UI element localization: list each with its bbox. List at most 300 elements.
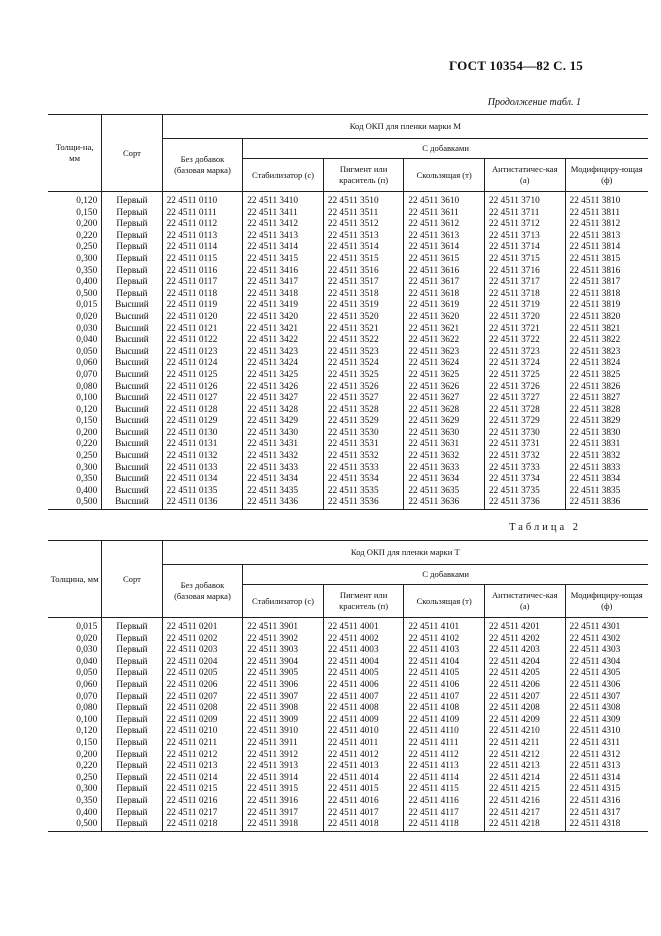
table-row <box>48 692 648 704</box>
table-row <box>48 300 648 312</box>
thickness-cell: 0,030 <box>76 323 98 334</box>
table-row <box>48 335 648 347</box>
thickness-cell: 0,300 <box>76 253 98 264</box>
code-slip-cell: 22 4511 4101 <box>404 618 485 634</box>
table-row <box>48 715 648 727</box>
table-row <box>48 645 648 657</box>
code-slip-cell: 22 4511 3626 <box>404 382 485 394</box>
code-stabilizer-cell: 22 4511 3424 <box>243 358 324 370</box>
code-slip-cell: 22 4511 3630 <box>404 428 485 440</box>
code-pigment-cell: 22 4511 3523 <box>323 347 404 359</box>
table-row <box>48 231 648 243</box>
code-base-cell: 22 4511 0203 <box>162 645 243 657</box>
thickness-cell: 0,040 <box>76 656 98 667</box>
code-pigment-cell: 22 4511 3519 <box>323 300 404 312</box>
code-pigment-cell: 22 4511 3531 <box>323 439 404 451</box>
code-pigment-cell: 22 4511 3536 <box>323 497 404 509</box>
code-modifier-cell: 22 4511 4311 <box>565 738 648 750</box>
table-row <box>48 439 648 451</box>
code-modifier-cell: 22 4511 3836 <box>565 497 648 509</box>
code-base-cell: 22 4511 0113 <box>162 231 243 243</box>
code-base-cell: 22 4511 0211 <box>162 738 243 750</box>
code-stabilizer-cell: 22 4511 3436 <box>243 497 324 509</box>
code-modifier-cell: 22 4511 4307 <box>565 692 648 704</box>
code-base-cell: 22 4511 0131 <box>162 439 243 451</box>
code-stabilizer-cell: 22 4511 3430 <box>243 428 324 440</box>
code-antistatic-cell: 22 4511 4203 <box>484 645 565 657</box>
code-base-cell: 22 4511 0114 <box>162 242 243 254</box>
code-modifier-cell: 22 4511 3835 <box>565 486 648 498</box>
code-stabilizer-cell: 22 4511 3420 <box>243 312 324 324</box>
thickness-cell: 0,220 <box>76 761 98 772</box>
col-pigment-header: Пигмент или краситель (п) <box>323 585 404 618</box>
thickness-cell: 0,120 <box>76 726 98 737</box>
grade-cell: Первый <box>102 726 162 738</box>
code-modifier-cell: 22 4511 3827 <box>565 393 648 405</box>
thickness-cell: 0,080 <box>76 703 98 714</box>
code-pigment-cell: 22 4511 4004 <box>323 657 404 669</box>
table-row <box>48 358 648 370</box>
code-antistatic-cell: 22 4511 4201 <box>484 618 565 634</box>
code-pigment-cell: 22 4511 3526 <box>323 382 404 394</box>
grade-cell: Высший <box>102 463 162 475</box>
table-row <box>48 486 648 498</box>
table-row <box>48 726 648 738</box>
code-pigment-cell: 22 4511 4012 <box>323 750 404 762</box>
code-base-cell: 22 4511 0132 <box>162 451 243 463</box>
thickness-cell: 0,150 <box>76 737 98 748</box>
code-base-cell: 22 4511 0118 <box>162 289 243 301</box>
code-slip-cell: 22 4511 4114 <box>404 773 485 785</box>
grade-cell: Первый <box>102 819 162 831</box>
code-modifier-cell: 22 4511 4304 <box>565 657 648 669</box>
code-slip-cell: 22 4511 3633 <box>404 463 485 475</box>
code-modifier-cell: 22 4511 3814 <box>565 242 648 254</box>
code-pigment-cell: 22 4511 3510 <box>323 192 404 208</box>
table-row <box>48 277 648 289</box>
code-antistatic-cell: 22 4511 4214 <box>484 773 565 785</box>
thickness-cell: 0,100 <box>76 393 98 404</box>
thickness-cell: 0,070 <box>76 369 98 380</box>
code-stabilizer-cell: 22 4511 3434 <box>243 474 324 486</box>
okp-table-1 <box>48 114 648 510</box>
col-stabilizer-header: Стабилизатор (с) <box>243 159 324 192</box>
code-pigment-cell: 22 4511 4008 <box>323 703 404 715</box>
code-pigment-cell: 22 4511 3533 <box>323 463 404 475</box>
code-stabilizer-cell: 22 4511 3913 <box>243 761 324 773</box>
thickness-cell: 0,150 <box>76 416 98 427</box>
code-slip-cell: 22 4511 4106 <box>404 680 485 692</box>
thickness-cell: 0,300 <box>76 462 98 473</box>
table-row <box>48 668 648 680</box>
code-pigment-cell: 22 4511 4009 <box>323 715 404 727</box>
code-antistatic-cell: 22 4511 4216 <box>484 796 565 808</box>
table-row <box>48 657 648 669</box>
code-pigment-cell: 22 4511 3520 <box>323 312 404 324</box>
code-modifier-cell: 22 4511 3828 <box>565 405 648 417</box>
col-no-additives-header: Без добавок (базовая марка) <box>162 139 243 192</box>
code-base-cell: 22 4511 0204 <box>162 657 243 669</box>
code-pigment-cell: 22 4511 3522 <box>323 335 404 347</box>
code-modifier-cell: 22 4511 4308 <box>565 703 648 715</box>
code-base-cell: 22 4511 0124 <box>162 358 243 370</box>
code-modifier-cell: 22 4511 3825 <box>565 370 648 382</box>
code-slip-cell: 22 4511 4115 <box>404 784 485 796</box>
code-base-cell: 22 4511 0126 <box>162 382 243 394</box>
grade-cell: Первый <box>102 657 162 669</box>
col-no-additives-header: Без добавок (базовая марка) <box>162 565 243 618</box>
grade-cell: Первый <box>102 761 162 773</box>
code-slip-cell: 22 4511 3611 <box>404 208 485 220</box>
code-base-cell: 22 4511 0216 <box>162 796 243 808</box>
thickness-cell: 0,250 <box>76 451 98 462</box>
col-modifier-header: Модифициру-ющая (ф) <box>565 585 648 618</box>
grade-cell: Высший <box>102 312 162 324</box>
table-row <box>48 370 648 382</box>
code-base-cell: 22 4511 0123 <box>162 347 243 359</box>
code-base-cell: 22 4511 0130 <box>162 428 243 440</box>
col-pigment-header: Пигмент или краситель (п) <box>323 159 404 192</box>
code-antistatic-cell: 22 4511 4205 <box>484 668 565 680</box>
code-modifier-cell: 22 4511 3832 <box>565 451 648 463</box>
table-row <box>48 819 648 831</box>
code-antistatic-cell: 22 4511 3727 <box>484 393 565 405</box>
thickness-cell: 0,200 <box>76 219 98 230</box>
code-modifier-cell: 22 4511 3819 <box>565 300 648 312</box>
grade-cell: Первый <box>102 680 162 692</box>
grade-cell: Первый <box>102 634 162 646</box>
code-modifier-cell: 22 4511 3822 <box>565 335 648 347</box>
code-pigment-cell: 22 4511 3517 <box>323 277 404 289</box>
table-row <box>48 738 648 750</box>
thickness-cell: 0,200 <box>76 427 98 438</box>
code-base-cell: 22 4511 0214 <box>162 773 243 785</box>
col-stabilizer-header: Стабилизатор (с) <box>243 585 324 618</box>
table-row <box>48 219 648 231</box>
code-stabilizer-cell: 22 4511 3916 <box>243 796 324 808</box>
code-modifier-cell: 22 4511 3821 <box>565 324 648 336</box>
grade-cell: Первый <box>102 715 162 727</box>
code-modifier-cell: 22 4511 4303 <box>565 645 648 657</box>
code-stabilizer-cell: 22 4511 3907 <box>243 692 324 704</box>
code-antistatic-cell: 22 4511 3734 <box>484 474 565 486</box>
code-antistatic-cell: 22 4511 3714 <box>484 242 565 254</box>
code-pigment-cell: 22 4511 3513 <box>323 231 404 243</box>
code-antistatic-cell: 22 4511 4210 <box>484 726 565 738</box>
code-pigment-cell: 22 4511 3512 <box>323 219 404 231</box>
code-slip-cell: 22 4511 3636 <box>404 497 485 509</box>
grade-cell: Первый <box>102 808 162 820</box>
code-modifier-cell: 22 4511 3824 <box>565 358 648 370</box>
code-antistatic-cell: 22 4511 3726 <box>484 382 565 394</box>
code-modifier-cell: 22 4511 4315 <box>565 784 648 796</box>
code-antistatic-cell: 22 4511 4207 <box>484 692 565 704</box>
thickness-cell: 0,200 <box>76 749 98 760</box>
code-stabilizer-cell: 22 4511 3428 <box>243 405 324 417</box>
code-base-cell: 22 4511 0218 <box>162 819 243 831</box>
table-row <box>48 242 648 254</box>
code-base-cell: 22 4511 0205 <box>162 668 243 680</box>
code-pigment-cell: 22 4511 4007 <box>323 692 404 704</box>
table-2-label: Таблица 2 <box>509 522 581 533</box>
code-pigment-cell: 22 4511 3530 <box>323 428 404 440</box>
code-slip-cell: 22 4511 4107 <box>404 692 485 704</box>
code-base-cell: 22 4511 0112 <box>162 219 243 231</box>
code-slip-cell: 22 4511 3617 <box>404 277 485 289</box>
code-stabilizer-cell: 22 4511 3410 <box>243 192 324 208</box>
code-base-cell: 22 4511 0136 <box>162 497 243 509</box>
col-slip-header: Скользящая (т) <box>404 585 485 618</box>
code-pigment-cell: 22 4511 3527 <box>323 393 404 405</box>
code-pigment-cell: 22 4511 3534 <box>323 474 404 486</box>
code-antistatic-cell: 22 4511 3719 <box>484 300 565 312</box>
code-modifier-cell: 22 4511 4301 <box>565 618 648 634</box>
code-slip-cell: 22 4511 3614 <box>404 242 485 254</box>
code-pigment-cell: 22 4511 4010 <box>323 726 404 738</box>
code-pigment-cell: 22 4511 3529 <box>323 416 404 428</box>
grade-cell: Первый <box>102 773 162 785</box>
code-slip-cell: 22 4511 4113 <box>404 761 485 773</box>
code-base-cell: 22 4511 0111 <box>162 208 243 220</box>
code-modifier-cell: 22 4511 4316 <box>565 796 648 808</box>
code-pigment-cell: 22 4511 3532 <box>323 451 404 463</box>
code-slip-cell: 22 4511 4108 <box>404 703 485 715</box>
code-antistatic-cell: 22 4511 4215 <box>484 784 565 796</box>
table-row <box>48 451 648 463</box>
code-slip-cell: 22 4511 3635 <box>404 486 485 498</box>
thickness-cell: 0,500 <box>48 819 102 831</box>
code-base-cell: 22 4511 0206 <box>162 680 243 692</box>
code-antistatic-cell: 22 4511 3725 <box>484 370 565 382</box>
grade-cell: Первый <box>102 289 162 301</box>
code-antistatic-cell: 22 4511 4218 <box>484 819 565 831</box>
code-pigment-cell: 22 4511 4011 <box>323 738 404 750</box>
code-stabilizer-cell: 22 4511 3429 <box>243 416 324 428</box>
code-modifier-cell: 22 4511 3810 <box>565 192 648 208</box>
table-row <box>48 192 648 208</box>
code-modifier-cell: 22 4511 3817 <box>565 277 648 289</box>
code-antistatic-cell: 22 4511 3729 <box>484 416 565 428</box>
code-slip-cell: 22 4511 3625 <box>404 370 485 382</box>
code-stabilizer-cell: 22 4511 3914 <box>243 773 324 785</box>
code-slip-cell: 22 4511 3613 <box>404 231 485 243</box>
code-stabilizer-cell: 22 4511 3431 <box>243 439 324 451</box>
code-pigment-cell: 22 4511 3511 <box>323 208 404 220</box>
code-base-cell: 22 4511 0210 <box>162 726 243 738</box>
code-slip-cell: 22 4511 3618 <box>404 289 485 301</box>
code-modifier-cell: 22 4511 3818 <box>565 289 648 301</box>
table-row <box>48 254 648 266</box>
col-antistatic-header: Антистатичес-кая (а) <box>484 585 565 618</box>
code-slip-cell: 22 4511 3615 <box>404 254 485 266</box>
code-antistatic-cell: 22 4511 3733 <box>484 463 565 475</box>
col-modifier-header: Модифициру-ющая (ф) <box>565 159 648 192</box>
okp-code-group-header: Код ОКП для пленки марки М <box>162 115 648 139</box>
grade-cell: Высший <box>102 474 162 486</box>
code-modifier-cell: 22 4511 4317 <box>565 808 648 820</box>
code-stabilizer-cell: 22 4511 3906 <box>243 680 324 692</box>
thickness-cell: 0,060 <box>76 679 98 690</box>
grade-cell: Первый <box>102 796 162 808</box>
code-slip-cell: 22 4511 3620 <box>404 312 485 324</box>
code-base-cell: 22 4511 0213 <box>162 761 243 773</box>
code-antistatic-cell: 22 4511 4204 <box>484 657 565 669</box>
code-base-cell: 22 4511 0209 <box>162 715 243 727</box>
thickness-cell: 0,400 <box>76 485 98 496</box>
code-pigment-cell: 22 4511 4003 <box>323 645 404 657</box>
code-base-cell: 22 4511 0135 <box>162 486 243 498</box>
code-slip-cell: 22 4511 4109 <box>404 715 485 727</box>
table-row <box>48 784 648 796</box>
grade-cell: Высший <box>102 370 162 382</box>
grade-cell: Высший <box>102 347 162 359</box>
code-modifier-cell: 22 4511 3820 <box>565 312 648 324</box>
grade-cell: Первый <box>102 266 162 278</box>
code-modifier-cell: 22 4511 3830 <box>565 428 648 440</box>
code-stabilizer-cell: 22 4511 3910 <box>243 726 324 738</box>
code-antistatic-cell: 22 4511 3713 <box>484 231 565 243</box>
thickness-cell: 0,150 <box>76 207 98 218</box>
col-grade-header: Сорт <box>102 115 162 192</box>
thickness-cell: 0,040 <box>76 335 98 346</box>
code-modifier-cell: 22 4511 4314 <box>565 773 648 785</box>
code-pigment-cell: 22 4511 3516 <box>323 266 404 278</box>
thickness-cell: 0,300 <box>76 784 98 795</box>
code-stabilizer-cell: 22 4511 3414 <box>243 242 324 254</box>
code-slip-cell: 22 4511 3622 <box>404 335 485 347</box>
code-antistatic-cell: 22 4511 3717 <box>484 277 565 289</box>
code-base-cell: 22 4511 0212 <box>162 750 243 762</box>
code-antistatic-cell: 22 4511 3722 <box>484 335 565 347</box>
grade-cell: Первый <box>102 784 162 796</box>
thickness-cell: 0,070 <box>76 691 98 702</box>
grade-cell: Высший <box>102 416 162 428</box>
code-stabilizer-cell: 22 4511 3918 <box>243 819 324 831</box>
code-slip-cell: 22 4511 4117 <box>404 808 485 820</box>
thickness-cell: 0,015 <box>76 622 98 632</box>
code-base-cell: 22 4511 0119 <box>162 300 243 312</box>
table-row <box>48 773 648 785</box>
code-modifier-cell: 22 4511 4305 <box>565 668 648 680</box>
table-row <box>48 497 648 509</box>
grade-cell: Высший <box>102 335 162 347</box>
code-antistatic-cell: 22 4511 3720 <box>484 312 565 324</box>
code-stabilizer-cell: 22 4511 3912 <box>243 750 324 762</box>
code-stabilizer-cell: 22 4511 3423 <box>243 347 324 359</box>
grade-cell: Первый <box>102 645 162 657</box>
thickness-cell: 0,120 <box>76 404 98 415</box>
grade-cell: Высший <box>102 393 162 405</box>
code-stabilizer-cell: 22 4511 3416 <box>243 266 324 278</box>
code-modifier-cell: 22 4511 3826 <box>565 382 648 394</box>
code-slip-cell: 22 4511 3629 <box>404 416 485 428</box>
code-stabilizer-cell: 22 4511 3909 <box>243 715 324 727</box>
grade-cell: Высший <box>102 451 162 463</box>
code-base-cell: 22 4511 0133 <box>162 463 243 475</box>
with-additives-header: С добавками <box>243 565 648 585</box>
code-stabilizer-cell: 22 4511 3901 <box>243 618 324 634</box>
table-row <box>48 324 648 336</box>
code-pigment-cell: 22 4511 3514 <box>323 242 404 254</box>
code-stabilizer-cell: 22 4511 3425 <box>243 370 324 382</box>
code-slip-cell: 22 4511 4116 <box>404 796 485 808</box>
code-stabilizer-cell: 22 4511 3418 <box>243 289 324 301</box>
code-modifier-cell: 22 4511 3813 <box>565 231 648 243</box>
grade-cell: Высший <box>102 358 162 370</box>
table-row <box>48 428 648 440</box>
code-antistatic-cell: 22 4511 3730 <box>484 428 565 440</box>
code-stabilizer-cell: 22 4511 3427 <box>243 393 324 405</box>
code-antistatic-cell: 22 4511 4217 <box>484 808 565 820</box>
code-antistatic-cell: 22 4511 4209 <box>484 715 565 727</box>
code-pigment-cell: 22 4511 4015 <box>323 784 404 796</box>
code-pigment-cell: 22 4511 4002 <box>323 634 404 646</box>
code-modifier-cell: 22 4511 3812 <box>565 219 648 231</box>
table-row <box>48 416 648 428</box>
code-base-cell: 22 4511 0120 <box>162 312 243 324</box>
code-antistatic-cell: 22 4511 3732 <box>484 451 565 463</box>
thickness-cell: 0,050 <box>76 668 98 679</box>
grade-cell: Первый <box>102 219 162 231</box>
code-base-cell: 22 4511 0215 <box>162 784 243 796</box>
code-antistatic-cell: 22 4511 3716 <box>484 266 565 278</box>
thickness-cell: 0,015 <box>76 300 98 311</box>
code-stabilizer-cell: 22 4511 3419 <box>243 300 324 312</box>
code-stabilizer-cell: 22 4511 3426 <box>243 382 324 394</box>
grade-cell: Первый <box>102 277 162 289</box>
code-antistatic-cell: 22 4511 3718 <box>484 289 565 301</box>
code-base-cell: 22 4511 0208 <box>162 703 243 715</box>
code-antistatic-cell: 22 4511 4206 <box>484 680 565 692</box>
code-slip-cell: 22 4511 4110 <box>404 726 485 738</box>
code-modifier-cell: 22 4511 3831 <box>565 439 648 451</box>
code-antistatic-cell: 22 4511 3710 <box>484 192 565 208</box>
code-slip-cell: 22 4511 3616 <box>404 266 485 278</box>
grade-cell: Высший <box>102 486 162 498</box>
table-row <box>48 796 648 808</box>
table-row <box>48 208 648 220</box>
thickness-cell: 0,220 <box>76 230 98 241</box>
code-antistatic-cell: 22 4511 3715 <box>484 254 565 266</box>
code-modifier-cell: 22 4511 4310 <box>565 726 648 738</box>
code-slip-cell: 22 4511 3631 <box>404 439 485 451</box>
code-slip-cell: 22 4511 4104 <box>404 657 485 669</box>
code-stabilizer-cell: 22 4511 3411 <box>243 208 324 220</box>
grade-cell: Высший <box>102 439 162 451</box>
grade-cell: Первый <box>102 738 162 750</box>
table-row <box>48 312 648 324</box>
table-row <box>48 808 648 820</box>
grade-cell: Высший <box>102 405 162 417</box>
code-antistatic-cell: 22 4511 3711 <box>484 208 565 220</box>
grade-cell: Высший <box>102 382 162 394</box>
code-pigment-cell: 22 4511 4006 <box>323 680 404 692</box>
code-stabilizer-cell: 22 4511 3903 <box>243 645 324 657</box>
code-modifier-cell: 22 4511 4318 <box>565 819 648 831</box>
col-antistatic-header: Антистатичес-кая (а) <box>484 159 565 192</box>
code-slip-cell: 22 4511 3624 <box>404 358 485 370</box>
code-stabilizer-cell: 22 4511 3908 <box>243 703 324 715</box>
code-stabilizer-cell: 22 4511 3902 <box>243 634 324 646</box>
code-pigment-cell: 22 4511 4013 <box>323 761 404 773</box>
code-stabilizer-cell: 22 4511 3917 <box>243 808 324 820</box>
grade-cell: Высший <box>102 324 162 336</box>
code-slip-cell: 22 4511 3632 <box>404 451 485 463</box>
code-antistatic-cell: 22 4511 3731 <box>484 439 565 451</box>
grade-cell: Высший <box>102 428 162 440</box>
code-antistatic-cell: 22 4511 3736 <box>484 497 565 509</box>
code-slip-cell: 22 4511 4111 <box>404 738 485 750</box>
